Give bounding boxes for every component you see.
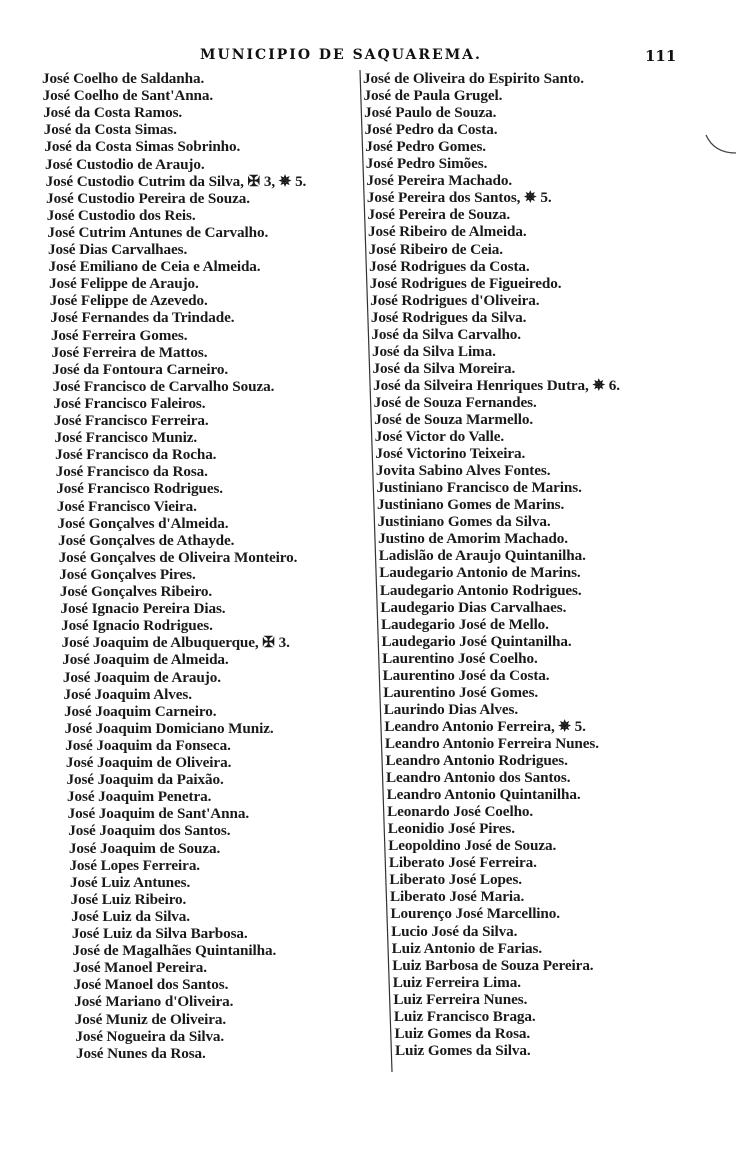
name-entry: José Rodrigues da Silva. [370, 308, 527, 326]
name-entry: José Luiz Ribeiro. [70, 890, 187, 908]
name-entry: José da Silva Moreira. [372, 359, 516, 377]
name-entry: José Custodio Pereira de Souza. [46, 189, 250, 207]
name-entry: José Pedro Gomes. [365, 138, 486, 156]
name-entry: Leandro Antonio Quintanilha. [386, 786, 581, 804]
name-entry: José Rodrigues d'Oliveira. [370, 291, 540, 309]
name-entry: José Ignacio Rodrigues. [61, 617, 213, 635]
name-entry: Laurindo Dias Alves. [383, 700, 519, 718]
name-entry: José da Silveira Henriques Dutra, ✵ 6. [373, 376, 620, 394]
name-entry: José Felippe de Azevedo. [49, 292, 208, 310]
name-entry: Leandro Antonio Rodrigues. [385, 752, 568, 769]
name-entry: José Joaquim Penetra. [67, 788, 212, 806]
name-entry: José Coelho de Saldanha. [42, 70, 205, 87]
name-entry: Luiz Gomes da Rosa. [394, 1024, 531, 1042]
name-entry: Leandro Antonio Ferreira Nunes. [384, 734, 599, 752]
name-entry: José Francisco da Rosa. [55, 463, 208, 481]
name-entry: José Pedro da Costa. [364, 121, 498, 139]
name-entry: José Gonçalves Pires. [59, 565, 196, 583]
name-entry: Justiniano Gomes de Marins. [377, 496, 565, 514]
name-entry: José da Costa Ramos. [43, 104, 183, 122]
name-entry: Leonidio José Pires. [387, 820, 515, 838]
name-entry: José Francisco da Rocha. [55, 446, 217, 464]
name-entry: Leonardo José Coelho. [387, 803, 534, 821]
name-entry: José Joaquim de Albuquerque, ✠ 3. [61, 634, 290, 652]
name-entry: Luiz Antonio de Farias. [391, 939, 543, 957]
name-entry: José Ferreira Gomes. [50, 326, 188, 344]
name-entry: José da Costa Simas Sobrinho. [44, 138, 241, 156]
name-entry: Luiz Francisco Braga. [393, 1007, 536, 1025]
name-entry: José Ferreira de Mattos. [51, 343, 208, 361]
name-entry: Justiniano Francisco de Marins. [376, 479, 582, 497]
page-header-title: MUNICIPIO DE SAQUAREMA. [200, 47, 482, 63]
name-entry: José Pereira de Souza. [367, 206, 511, 224]
name-entry: Laurentino José Gomes. [383, 683, 539, 701]
name-entry: José Paulo de Souza. [364, 104, 497, 122]
name-entry: José Joaquim Carneiro. [64, 702, 217, 720]
name-entry: José Francisco Faleiros. [53, 394, 206, 412]
name-entry: José Joaquim dos Santos. [68, 822, 231, 840]
name-entry: Justiniano Gomes da Silva. [377, 513, 551, 531]
name-entry: Luiz Ferreira Lima. [392, 973, 521, 991]
name-entry: José Luiz da Silva Barbosa. [71, 925, 248, 942]
name-entry: José Luiz da Silva. [71, 907, 190, 925]
name-entry: Laurentino José Coelho. [382, 649, 538, 667]
name-entry: Lucio José da Silva. [391, 922, 518, 940]
name-entry: José Joaquim da Paixão. [66, 771, 224, 789]
name-entry: Luiz Barbosa de Souza Pereira. [392, 956, 594, 974]
name-entry: José Pereira Machado. [366, 172, 513, 190]
name-entry: José Joaquim de Sant'Anna. [67, 805, 250, 823]
name-entry: José Gonçalves de Athayde. [58, 531, 235, 549]
name-entry: José Nogueira da Silva. [75, 1027, 225, 1045]
name-entry: Ladislão de Araujo Quintanilha. [378, 547, 586, 565]
name-entry: José Dias Carvalhaes. [47, 241, 188, 258]
name-entry: José Ribeiro de Almeida. [368, 223, 527, 241]
name-entry: Leopoldino José de Souza. [388, 837, 557, 855]
name-entry: Justino de Amorim Machado. [378, 530, 568, 548]
name-entry: José Coelho de Sant'Anna. [42, 87, 214, 105]
name-entry: José Joaquim Alves. [63, 685, 192, 703]
name-entry: José Gonçalves de Oliveira Monteiro. [58, 548, 298, 566]
name-entry: José Pereira dos Santos, ✵ 5. [366, 189, 552, 207]
name-entry: José Rodrigues da Costa. [369, 257, 530, 275]
name-entry: Liberato José Maria. [389, 888, 525, 906]
name-entry: José Gonçalves d'Almeida. [57, 514, 229, 532]
name-entry: José Custodio dos Reis. [46, 206, 196, 224]
name-entry: José Gonçalves Ribeiro. [59, 583, 213, 600]
name-entry: José Joaquim de Araujo. [62, 668, 221, 686]
name-entry: José de Oliveira do Espirito Santo. [363, 70, 584, 87]
name-entry: José Emiliano de Ceia e Almeida. [48, 258, 261, 276]
name-entry: Leandro Antonio dos Santos. [386, 769, 571, 787]
name-entry: José Lopes Ferreira. [69, 856, 201, 874]
name-entry: José Joaquim de Almeida. [62, 651, 229, 669]
name-entry: Liberato José Lopes. [389, 871, 522, 889]
name-entry: José Ignacio Pereira Dias. [60, 600, 226, 618]
name-entry: José Joaquim Domiciano Muniz. [64, 719, 274, 737]
name-entry: José de Souza Fernandes. [373, 393, 537, 411]
name-entry: José Fernandes da Trindade. [50, 309, 235, 327]
name-entry: Laudegario José de Mello. [380, 615, 549, 633]
name-entry: José Custodio Cutrim da Silva, ✠ 3, ✵ 5. [45, 172, 307, 190]
name-entry: Liberato José Ferreira. [388, 854, 537, 872]
name-entry: José Joaquim de Souza. [68, 839, 221, 857]
name-entry: Jovita Sabino Alves Fontes. [375, 462, 551, 480]
name-entry: José Francisco Muniz. [54, 429, 198, 447]
name-entry: José Francisco Vieira. [56, 497, 197, 515]
name-entry: José da Silva Carvalho. [371, 325, 521, 343]
name-entry: Laudegario Dias Carvalhaes. [380, 598, 567, 616]
name-entry: José de Paula Grugel. [363, 87, 503, 105]
name-entry: José Nunes da Rosa. [76, 1044, 206, 1062]
page-number: 111 [645, 47, 677, 65]
name-entry: José da Fontoura Carneiro. [52, 360, 229, 378]
name-entry: José Manoel Pereira. [73, 959, 207, 977]
name-entry: José Victor do Valle. [374, 428, 505, 446]
name-entry: José da Costa Simas. [43, 121, 177, 139]
name-entry: José Rodrigues de Figueiredo. [369, 274, 562, 292]
name-entry: José da Silva Lima. [371, 342, 496, 360]
name-entry: Laudegario Antonio de Marins. [379, 564, 581, 582]
name-entry: José Ribeiro de Ceia. [368, 240, 503, 258]
name-entry: José Cutrim Antunes de Carvalho. [47, 223, 269, 241]
name-entry: José Felippe de Araujo. [49, 275, 199, 293]
name-entry: José Manoel dos Santos. [73, 976, 229, 994]
name-entry: José Muniz de Oliveira. [74, 1010, 227, 1028]
name-entry: Laudegario José Quintanilha. [381, 632, 572, 650]
name-entry: Luiz Gomes da Silva. [395, 1041, 531, 1059]
name-entry: José Victorino Teixeira. [375, 445, 526, 463]
name-entry: José Pedro Simões. [365, 155, 488, 173]
name-entry: José Luiz Antunes. [70, 873, 191, 891]
name-entry: José de Souza Marmello. [374, 411, 534, 428]
name-entry: José Francisco de Carvalho Souza. [52, 377, 275, 395]
name-entry: José Mariano d'Oliveira. [74, 993, 234, 1011]
name-entry: Luiz Ferreira Nunes. [393, 990, 528, 1008]
pencil-mark [706, 135, 736, 153]
name-entry: José Joaquim de Oliveira. [65, 754, 232, 771]
name-entry: Laurentino José da Costa. [382, 666, 550, 684]
name-entry: José de Magalhães Quintanilha. [72, 942, 277, 960]
name-entry: Leandro Antonio Ferreira, ✵ 5. [384, 717, 586, 735]
name-entry: José Joaquim da Fonseca. [65, 736, 231, 754]
name-entry: José Francisco Ferreira. [53, 412, 209, 429]
name-entry: Laudegario Antonio Rodrigues. [379, 581, 582, 599]
name-entry: Lourenço José Marcellino. [390, 905, 560, 923]
name-entry: José Custodio de Araujo. [44, 155, 205, 173]
name-entry: José Francisco Rodrigues. [56, 480, 223, 498]
